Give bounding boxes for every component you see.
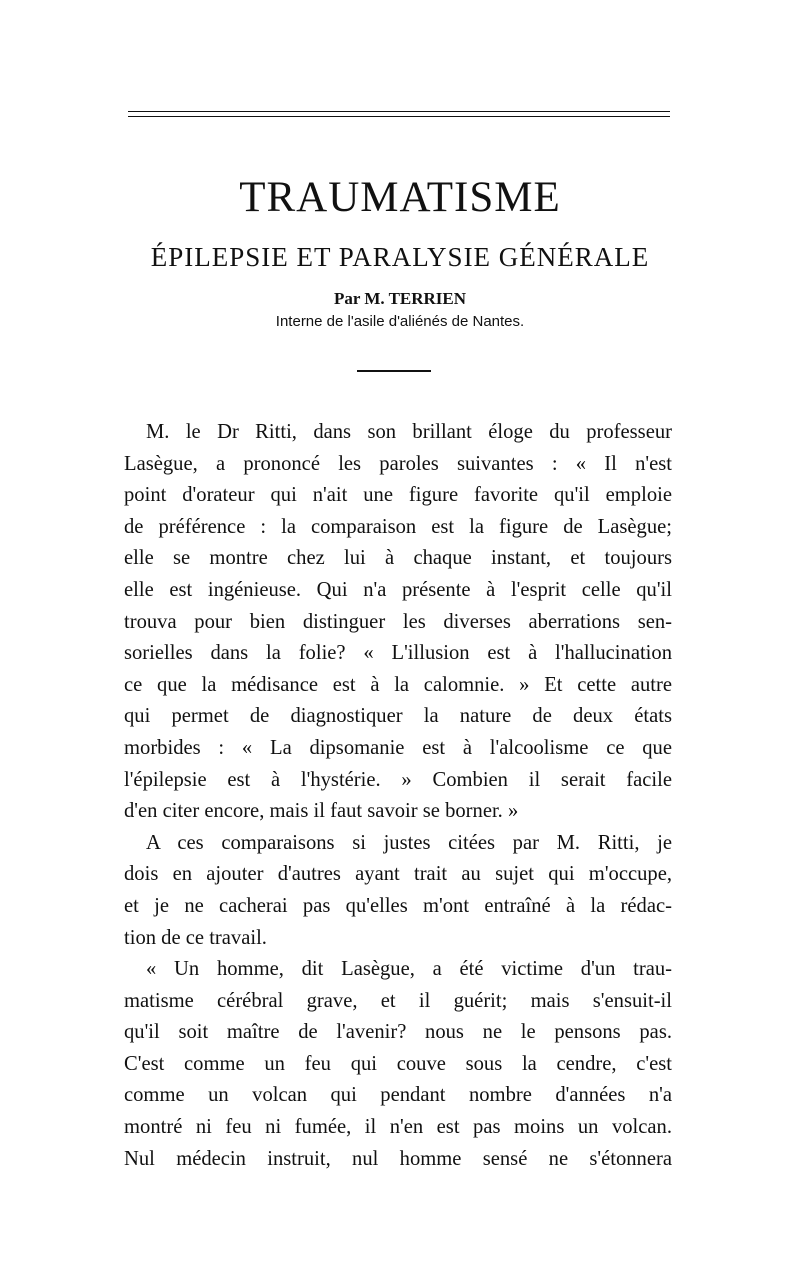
text-line: dois en ajouter d'autres ayant trait au sujet qui m'occupe, (124, 863, 672, 886)
article-title: TRAUMATISME (239, 174, 561, 221)
text-line: C'est comme un feu qui couve sous la cendre, c'est (124, 1052, 672, 1075)
top-rule-line (128, 111, 670, 112)
text-line: A ces comparaisons si justes citées par M. Ritti, je (146, 831, 672, 854)
author-affiliation: Interne de l'asile d'aliénés de Nantes. (275, 313, 525, 330)
text-line: qu'il soit maître de l'avenir? nous ne le pensons pas. (124, 1021, 672, 1044)
text-line: trouva pour bien distinguer les diverses aberrations sen- (124, 610, 672, 633)
text-line: comme un volcan qui pendant nombre d'années n'a (124, 1084, 672, 1107)
text-line: point d'orateur qui n'ait une figure favorite qu'il emploie (124, 484, 672, 507)
text-line: sorielles dans la folie? « L'illusion est à l'hallucination (124, 642, 672, 665)
text-line: M. le Dr Ritti, dans son brillant éloge du professeur (146, 421, 672, 443)
top-rule-line (128, 116, 670, 117)
text-line: qui permet de diagnostiquer la nature de deux états (124, 705, 672, 728)
text-line: matisme cérébral grave, et il guérit; mais s'ensuit-il (124, 989, 672, 1012)
text-line: de préférence : la comparaison est la figure de Lasègue; (124, 515, 672, 538)
section-divider (357, 370, 431, 372)
text-line: tion de ce travail. (124, 926, 267, 949)
top-double-rule (128, 110, 670, 118)
text-line: « Un homme, dit Lasègue, a été victime d'un trau- (146, 958, 672, 981)
text-line: Lasègue, a prononcé les paroles suivantes : « Il n'est (124, 452, 672, 475)
text-line: montré ni feu ni fumée, il n'en est pas moins un volcan. (124, 1116, 672, 1139)
text-line: elle est ingénieuse. Qui n'a présente à l'esprit celle qu'il (124, 578, 672, 601)
article-subtitle: ÉPILEPSIE ET PARALYSIE GÉNÉRALE (150, 242, 650, 272)
text-line: ce que la médisance est à la calomnie. » Et cette autre (124, 673, 672, 696)
text-line: morbides : « La dipsomanie est à l'alcoolisme ce que (124, 736, 672, 759)
text-line: Nul médecin instruit, nul homme sensé ne s'étonnera (124, 1147, 672, 1170)
text-line: l'épilepsie est à l'hystérie. » Combien il serait facile (124, 768, 672, 791)
text-line: et je ne cacherai pas qu'elles m'ont entraîné à la rédac- (124, 894, 672, 917)
text-line: elle se montre chez lui à chaque instant, et toujours (124, 547, 672, 570)
text-line: d'en citer encore, mais il faut savoir se borner. » (124, 800, 519, 823)
article-author: Par M. TERRIEN (333, 289, 467, 308)
body-text (124, 417, 672, 1175)
